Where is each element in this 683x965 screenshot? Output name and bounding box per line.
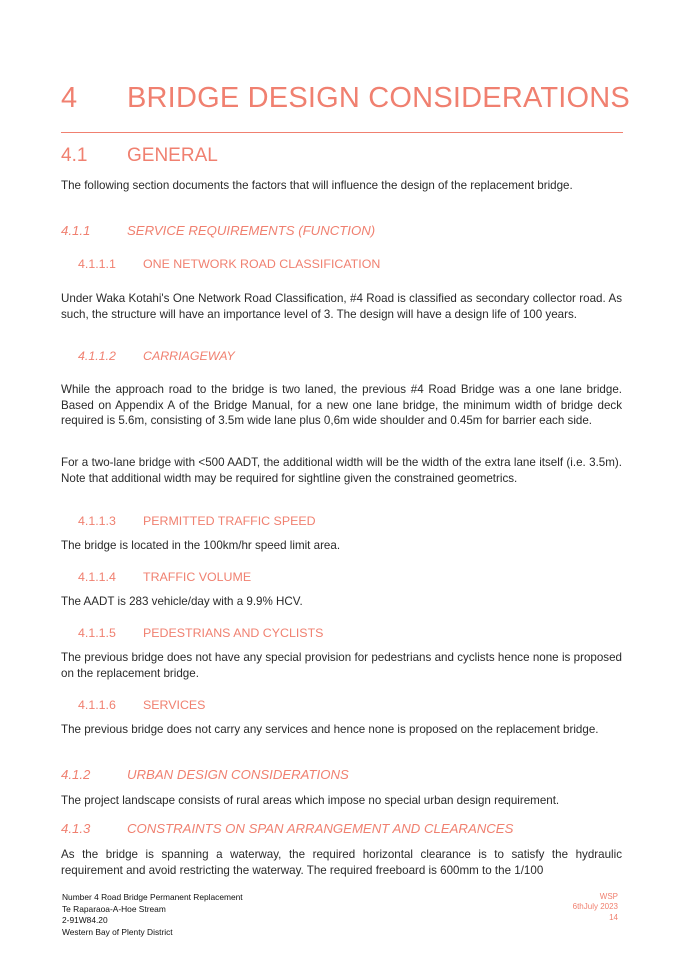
onrc-title: ONE NETWORK ROAD CLASSIFICATION: [143, 257, 381, 271]
general-title: GENERAL: [127, 145, 218, 166]
footer-stream-name: Te Raparaoa-A-Hoe Stream: [62, 903, 166, 914]
constraints-title: CONSTRAINTS ON SPAN ARRANGEMENT AND CLEARANCES: [127, 821, 514, 836]
footer-project-name: Number 4 Road Bridge Permanent Replacement: [62, 892, 243, 902]
onrc-body: Under Waka Kotahi's One Network Road Classification, #4 Road is classified as secondary collector road. As such, the structure will have an importance level of 3. The design will have a design life of 100 years.: [61, 292, 622, 321]
page-number: 14: [609, 912, 618, 922]
section-heading: [61, 80, 641, 116]
pedestrians-number: 4.1.1.5: [78, 626, 116, 640]
service-requirements-heading: [61, 223, 375, 239]
volume-title: TRAFFIC VOLUME: [143, 570, 252, 584]
carriageway-body-2: For a two-lane bridge with <500 AADT, the additional width will be the width of the extra lane itself (i.e. 3.5m). Note that additional width may be required for sightline given the constrained geometrics.: [61, 456, 622, 485]
heading-divider: [61, 132, 623, 133]
services-heading: [78, 697, 205, 713]
carriageway-heading: [78, 348, 235, 364]
pedestrians-body: The previous bridge does not have any special provision for pedestrians and cyclists hence none is proposed on the replacement bridge.: [61, 651, 622, 680]
speed-body: The bridge is located in the 100km/hr speed limit area.: [61, 539, 341, 552]
volume-number: 4.1.1.4: [78, 570, 116, 584]
services-number: 4.1.1.6: [78, 698, 116, 712]
carriageway-body-1: While the approach road to the bridge is two laned, the previous #4 Road Bridge was a one lane bridge. Based on Appendix A of the Bridge Manual, for a new one lane bridge, the minimum width of bridge deck required is 5.6m, consisting of 3.5m wide lane plus 0,6m wide shoulder and 0.45m for barrier each side.: [61, 383, 622, 427]
services-body: The previous bridge does not carry any services and hence none is proposed on the replacement bridge.: [61, 723, 599, 736]
footer-meta: [573, 892, 618, 923]
onrc-heading: [78, 256, 380, 272]
footer-project-code: 2-91W84.20: [62, 915, 108, 926]
footer-project-info: [62, 892, 243, 938]
volume-body: The AADT is 283 vehicle/day with a 9.9% HCV.: [61, 595, 303, 608]
service-requirements-number: 4.1.1: [61, 223, 91, 238]
services-title: SERVICES: [143, 698, 206, 712]
constraints-heading: [61, 821, 513, 837]
section-title: BRIDGE DESIGN CONSIDERATIONS: [127, 82, 630, 114]
constraints-body: As the bridge is spanning a waterway, the required horizontal clearance is to satisfy the hydraulic requirement and avoid restricting the waterway. The required freeboard is 600mm to the 1/100: [61, 848, 622, 877]
section-number: 4: [61, 82, 78, 114]
footer-company: WSP: [599, 892, 618, 901]
carriageway-number: 4.1.1.2: [78, 349, 116, 363]
pedestrians-title: PEDESTRIANS AND CYCLISTS: [143, 626, 324, 640]
speed-number: 4.1.1.3: [78, 514, 116, 528]
urban-design-title: URBAN DESIGN CONSIDERATIONS: [127, 767, 349, 782]
urban-design-number: 4.1.2: [61, 767, 91, 782]
general-heading: [61, 145, 218, 167]
general-intro: The following section documents the factors that will influence the design of the replacement bridge.: [61, 179, 573, 192]
onrc-number: 4.1.1.1: [78, 257, 116, 271]
footer-date: 6thJuly 2023: [572, 902, 618, 912]
speed-heading: [78, 513, 316, 529]
service-requirements-title: SERVICE REQUIREMENTS (FUNCTION): [127, 223, 376, 238]
general-number: 4.1: [61, 145, 88, 166]
speed-title: PERMITTED TRAFFIC SPEED: [143, 514, 316, 528]
urban-design-heading: [61, 767, 349, 783]
constraints-number: 4.1.3: [61, 821, 91, 836]
footer-district: Western Bay of Plenty District: [62, 926, 173, 937]
carriageway-title: CARRIAGEWAY: [143, 349, 235, 363]
pedestrians-heading: [78, 625, 323, 641]
urban-design-body: The project landscape consists of rural areas which impose no special urban design requirement.: [61, 794, 560, 807]
volume-heading: [78, 569, 251, 585]
